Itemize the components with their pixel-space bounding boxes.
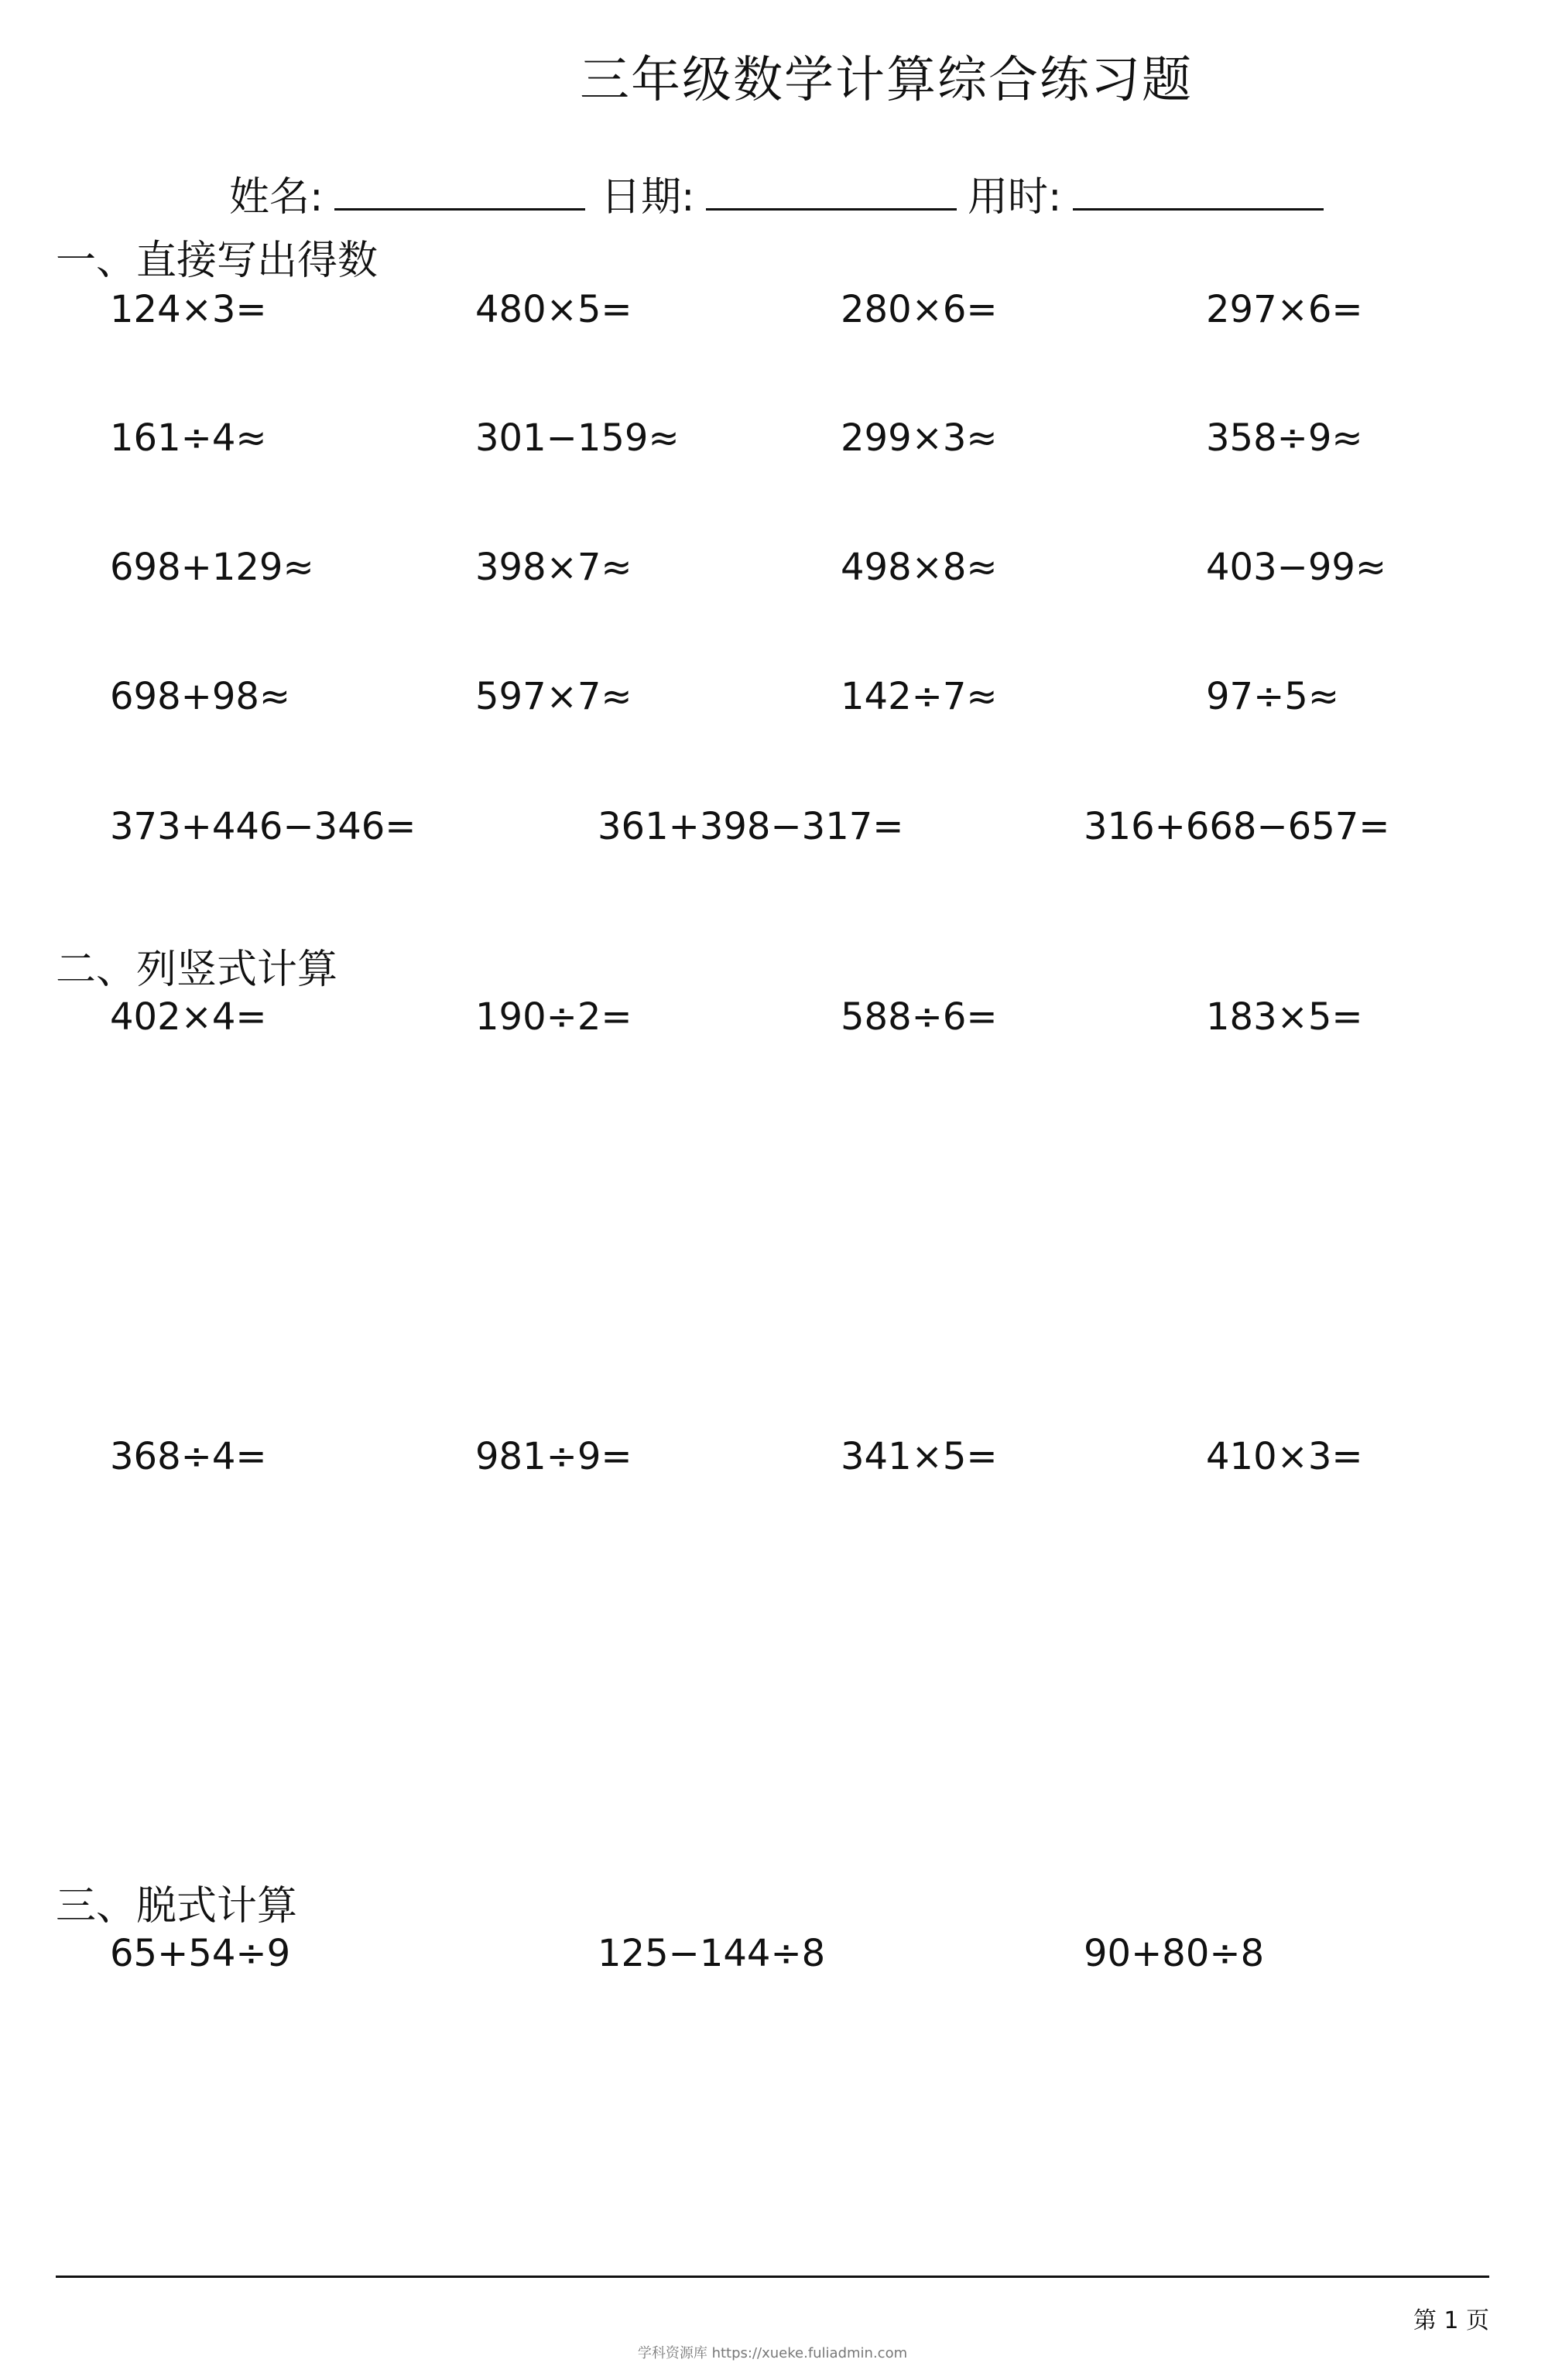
problem: 190÷2= [475, 995, 632, 1039]
problem: 90+80÷8 [1084, 1932, 1265, 1975]
problem: 373+446−346= [110, 805, 416, 848]
problem: 398×7≈ [475, 546, 632, 589]
problem: 125−144÷8 [598, 1932, 826, 1975]
problem: 142÷7≈ [841, 675, 998, 718]
problem: 183×5= [1206, 995, 1363, 1039]
problem: 299×3≈ [841, 416, 998, 460]
name-label: 姓名: [229, 174, 324, 221]
time-label: 用时: [968, 174, 1062, 221]
name-blank[interactable] [334, 173, 585, 211]
problem: 97÷5≈ [1206, 675, 1340, 718]
problem: 368÷4= [110, 1435, 267, 1478]
problem: 480×5= [475, 288, 632, 331]
problem: 358÷9≈ [1206, 416, 1363, 460]
section-heading-stepwise: 三、脱式计算 [56, 1883, 298, 1930]
problem: 698+129≈ [110, 546, 314, 589]
problem: 316+668−657= [1084, 805, 1390, 848]
section-heading-vertical: 二、列竖式计算 [56, 947, 338, 993]
problem: 361+398−317= [598, 805, 904, 848]
problem: 403−99≈ [1206, 546, 1387, 589]
problem: 498×8≈ [841, 546, 998, 589]
problem: 588÷6= [841, 995, 998, 1039]
date-field[interactable] [601, 164, 957, 222]
time-field[interactable] [968, 164, 1324, 222]
time-blank[interactable] [1073, 173, 1324, 211]
problem: 301−159≈ [475, 416, 680, 460]
problem: 402×4= [110, 995, 267, 1039]
watermark: 学科资源库 https://xueke.fuliadmin.com [637, 2345, 908, 2361]
problem: 410×3= [1206, 1435, 1363, 1478]
problem: 280×6= [841, 288, 998, 331]
name-field[interactable] [229, 164, 585, 222]
page-number: 第 1 页 [1413, 2307, 1489, 2334]
date-label: 日期: [601, 174, 695, 221]
problem: 124×3= [110, 288, 267, 331]
problem: 65+54÷9 [110, 1932, 291, 1975]
problem: 341×5= [841, 1435, 998, 1478]
problem: 597×7≈ [475, 675, 632, 718]
page-title: 三年级数学计算综合练习题 [580, 52, 1193, 109]
problem: 297×6= [1206, 288, 1363, 331]
footer-divider [56, 2276, 1489, 2278]
section-heading-direct: 一、直接写出得数 [56, 238, 379, 284]
problem: 698+98≈ [110, 675, 291, 718]
problem: 981÷9= [475, 1435, 632, 1478]
problem: 161÷4≈ [110, 416, 267, 460]
date-blank[interactable] [706, 173, 957, 211]
